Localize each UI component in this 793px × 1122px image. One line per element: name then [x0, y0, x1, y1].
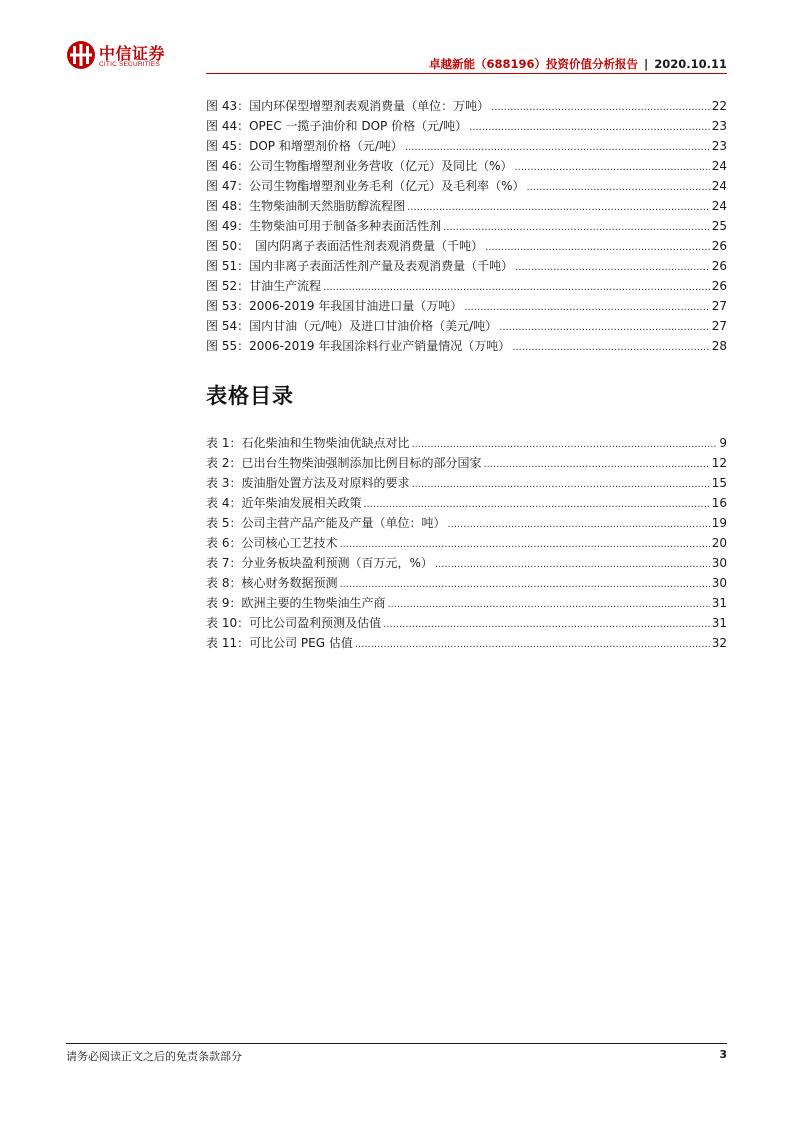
toc-leader-dots: [443, 216, 710, 238]
citic-logo-icon: [66, 40, 96, 70]
page-number: 3: [719, 1048, 727, 1061]
toc-leader-dots: [363, 493, 709, 515]
toc-entry[interactable]: [206, 136, 727, 156]
toc-leader-dots: [407, 196, 710, 218]
toc-entry[interactable]: [206, 176, 727, 196]
toc-leader-dots: [527, 176, 710, 198]
toc-leader-dots: [515, 156, 710, 178]
toc-entry-page: 26: [711, 279, 727, 293]
toc-entry-label: 图 48：生物柴油制天然脂肪醇流程图: [206, 199, 406, 213]
toc-leader-dots: [411, 473, 709, 495]
toc-entry[interactable]: [206, 276, 727, 296]
toc-entry-page: 31: [711, 616, 727, 630]
toc-entry-page: 15: [711, 476, 727, 490]
toc-leader-dots: [485, 236, 710, 258]
toc-entry[interactable]: [206, 433, 727, 453]
toc-entry-label: 图 49：生物柴油可用于制备多种表面活性剂: [206, 219, 442, 233]
toc-entry[interactable]: [206, 236, 727, 256]
toc-leader-dots: [323, 276, 710, 298]
toc-entry[interactable]: [206, 513, 727, 533]
report-title: 卓越新能（688196）投资价值分析报告: [428, 57, 638, 71]
toc-leader-dots: [411, 433, 717, 455]
toc-entry-page: 16: [711, 496, 727, 510]
table-list: [206, 433, 727, 653]
toc-leader-dots: [464, 296, 709, 318]
figure-list: [206, 96, 727, 356]
toc-entry[interactable]: [206, 633, 727, 653]
logo-text-en: CITIC SECURITIES: [99, 61, 160, 68]
toc-leader-dots: [339, 573, 709, 595]
toc-entry-label: 图 51：国内非离子表面活性剂产量及表观消费量（千吨）: [206, 259, 514, 273]
toc-entry[interactable]: [206, 96, 727, 116]
toc-entry-label: 表 2：已出台生物柴油强制添加比例目标的部分国家: [206, 456, 482, 470]
toc-leader-dots: [383, 613, 710, 635]
toc-entry-page: 28: [711, 339, 727, 353]
report-date: 2020.10.11: [654, 57, 727, 71]
toc-entry[interactable]: [206, 196, 727, 216]
toc-entry-label: 图 50： 国内阴离子表面活性剂表观消费量（千吨）: [206, 239, 484, 253]
toc-leader-dots: [469, 116, 710, 138]
toc-leader-dots: [491, 96, 710, 118]
footer-disclaimer: 请务必阅读正文之后的免责条款部分: [66, 1050, 242, 1063]
toc-entry-page: 31: [711, 596, 727, 610]
toc-entry-label: 表 11：可比公司 PEG 估值: [206, 636, 353, 650]
toc-entry-page: 26: [711, 239, 727, 253]
toc-entry-label: 图 45：DOP 和增塑剂价格（元/吨）: [206, 139, 403, 153]
toc-leader-dots: [405, 136, 710, 158]
toc-entry-page: 24: [711, 159, 727, 173]
toc-entry-label: 图 44：OPEC 一揽子油价和 DOP 价格（元/吨）: [206, 119, 468, 133]
toc-entry-label: 表 3：废油脂处置方法及对原料的要求: [206, 476, 410, 490]
toc-entry-page: 23: [711, 139, 727, 153]
toc-entry-label: 表 9：欧洲主要的生物柴油生产商: [206, 596, 386, 610]
company-logo: [66, 40, 176, 74]
toc-leader-dots: [499, 316, 710, 338]
toc-entry-label: 表 10：可比公司盈利预测及估值: [206, 616, 382, 630]
toc-entry-page: 30: [711, 576, 727, 590]
toc-entry[interactable]: [206, 473, 727, 493]
toc-entry-page: 25: [711, 219, 727, 233]
footer-divider: [66, 1043, 727, 1044]
toc-entry-label: 图 55：2006-2019 年我国涂料行业产销量情况（万吨）: [206, 339, 511, 353]
toc-entry-label: 表 7：分业务板块盈利预测（百万元，%）: [206, 556, 433, 570]
toc-entry-page: 27: [711, 299, 727, 313]
toc-entry-label: 图 43：国内环保型增塑剂表观消费量（单位：万吨）: [206, 99, 490, 113]
toc-entry-label: 表 4：近年柴油发展相关政策: [206, 496, 362, 510]
toc-entry-page: 23: [711, 119, 727, 133]
toc-entry[interactable]: [206, 533, 727, 553]
toc-entry[interactable]: [206, 573, 727, 593]
toc-entry-page: 32: [711, 636, 727, 650]
toc-leader-dots: [512, 336, 709, 358]
toc-entry[interactable]: [206, 553, 727, 573]
toc-leader-dots: [435, 553, 710, 575]
toc-leader-dots: [355, 633, 710, 655]
toc-entry-label: 图 47：公司生物酯增塑剂业务毛利（亿元）及毛利率（%）: [206, 179, 525, 193]
toc-leader-dots: [483, 453, 709, 475]
toc-entry[interactable]: [206, 116, 727, 136]
toc-entry[interactable]: [206, 256, 727, 276]
toc-entry-label: 表 1：石化柴油和生物柴油优缺点对比: [206, 436, 410, 450]
toc-entry-page: 24: [711, 199, 727, 213]
toc-entry[interactable]: [206, 336, 727, 356]
toc-entry[interactable]: [206, 613, 727, 633]
toc-entry-page: 12: [711, 456, 727, 470]
toc-entry[interactable]: [206, 453, 727, 473]
toc-leader-dots: [447, 513, 709, 535]
logo-text-cn: 中信证券: [99, 44, 166, 63]
toc-entry[interactable]: [206, 493, 727, 513]
toc-entry[interactable]: [206, 156, 727, 176]
toc-entry-page: 20: [711, 536, 727, 550]
tables-section-title: 表格目录: [206, 384, 294, 408]
toc-entry-label: 表 8：核心财务数据预测: [206, 576, 338, 590]
toc-entry-page: 9: [719, 436, 727, 450]
report-header: [429, 56, 727, 72]
toc-entry-label: 表 5：公司主营产品产能及产量（单位：吨）: [206, 516, 446, 530]
toc-entry-page: 26: [711, 259, 727, 273]
toc-entry-page: 30: [711, 556, 727, 570]
toc-entry[interactable]: [206, 216, 727, 236]
toc-entry-page: 22: [711, 99, 727, 113]
toc-leader-dots: [387, 593, 709, 615]
header-divider: [206, 73, 727, 74]
toc-entry-label: 表 6：公司核心工艺技术: [206, 536, 338, 550]
header-separator: |: [644, 57, 649, 71]
toc-entry[interactable]: [206, 593, 727, 613]
toc-leader-dots: [339, 533, 709, 555]
toc-entry-page: 27: [711, 319, 727, 333]
toc-entry-label: 图 54：国内甘油（元/吨）及进口甘油价格（美元/吨）: [206, 319, 498, 333]
toc-entry[interactable]: [206, 296, 727, 316]
toc-entry-label: 图 52：甘油生产流程: [206, 279, 322, 293]
toc-leader-dots: [515, 256, 710, 278]
toc-entry-page: 19: [711, 516, 727, 530]
toc-entry-label: 图 53：2006-2019 年我国甘油进口量（万吨）: [206, 299, 463, 313]
toc-entry-page: 24: [711, 179, 727, 193]
toc-entry[interactable]: [206, 316, 727, 336]
toc-entry-label: 图 46：公司生物酯增塑剂业务营收（亿元）及同比（%）: [206, 159, 513, 173]
